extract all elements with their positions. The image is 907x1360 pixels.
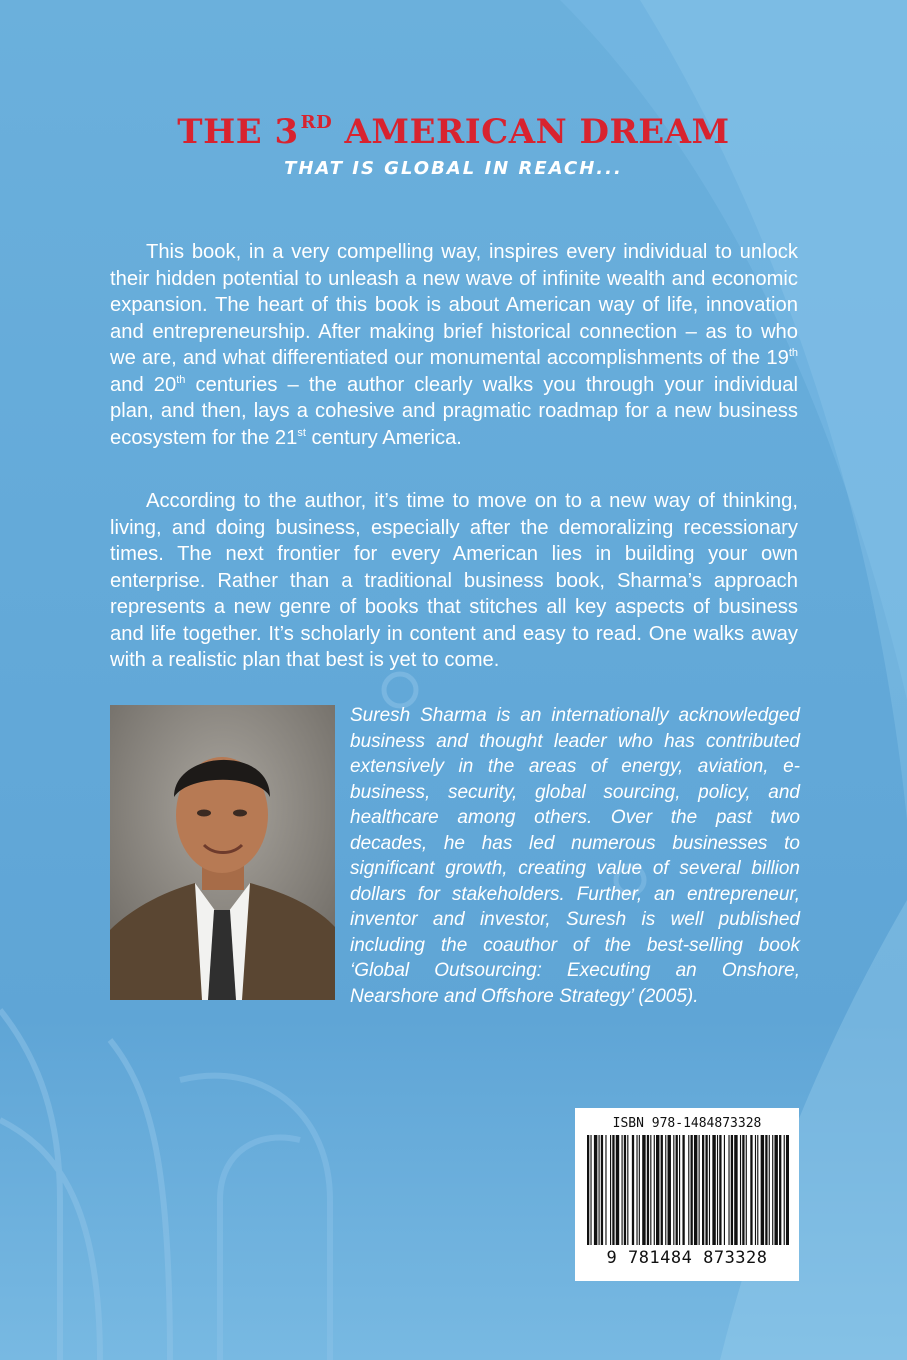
barcode-bar bbox=[699, 1135, 700, 1245]
barcode-bar bbox=[632, 1135, 634, 1245]
barcode-bar bbox=[761, 1135, 764, 1245]
barcode-bar bbox=[769, 1135, 770, 1245]
barcode-bar bbox=[712, 1135, 715, 1245]
barcode-bar bbox=[709, 1135, 710, 1245]
barcode-bar bbox=[627, 1135, 628, 1245]
barcode-bar bbox=[587, 1135, 589, 1245]
p1-text-c: centuries – the author clearly walks you through your individual plan, and then, lays a cohesive and pragmatic roadmap for a new business ecosystem for the 21 bbox=[110, 373, 798, 449]
p1-sup-2: th bbox=[176, 373, 186, 386]
barcode-bar bbox=[673, 1135, 674, 1245]
barcode-bar bbox=[661, 1135, 663, 1245]
barcode-bar bbox=[616, 1135, 619, 1245]
barcode-bar bbox=[694, 1135, 697, 1245]
author-photo bbox=[110, 705, 335, 1000]
barcode-bar bbox=[705, 1135, 707, 1245]
barcode-bar bbox=[734, 1135, 737, 1245]
author-portrait-illustration bbox=[110, 705, 335, 1000]
barcode-bar bbox=[724, 1135, 725, 1245]
barcode-bar bbox=[665, 1135, 666, 1245]
barcode-bar bbox=[605, 1135, 606, 1245]
barcode-bar bbox=[610, 1135, 611, 1245]
p1-text-b: and 20 bbox=[110, 373, 177, 396]
title-part-1: THE 3 bbox=[177, 112, 299, 152]
barcode-bar bbox=[624, 1135, 626, 1245]
barcode-bars bbox=[585, 1135, 789, 1247]
barcode-bar bbox=[779, 1135, 781, 1245]
barcode-bar bbox=[688, 1135, 689, 1245]
barcode-bar bbox=[679, 1135, 680, 1245]
barcode-bar bbox=[774, 1135, 777, 1245]
barcode-bar bbox=[719, 1135, 721, 1245]
barcode-bar bbox=[601, 1135, 603, 1245]
barcode-bar bbox=[750, 1135, 752, 1245]
barcode-bar bbox=[599, 1135, 600, 1245]
title-superscript: RD bbox=[300, 112, 333, 133]
barcode-bar bbox=[755, 1135, 756, 1245]
barcode-bar bbox=[757, 1135, 758, 1245]
author-bio: Suresh Sharma is an internationally acknowledged business and thought leader who has contributed extensively in the areas of energy, aviation, e-business, security, global sourcing, policy, and healthcare among others. Over the past two decades, he has led numerous businesses to significant growth, creating value of several billion dollars for stakeholders. Further, an entrepreneur, inventor and investor, Suresh is well published including the coauthor of the best-selling book ‘Global Outsourcing: Executing an Onshore, Nearshore and Offshore Strategy’ (2005). bbox=[350, 705, 800, 1007]
p1-text-d: century America. bbox=[305, 426, 462, 449]
barcode-bar bbox=[676, 1135, 678, 1245]
barcode-bar bbox=[702, 1135, 704, 1245]
isbn-barcode bbox=[575, 1108, 799, 1281]
p1-sup-3: st bbox=[297, 426, 306, 439]
barcode-bar bbox=[742, 1135, 744, 1245]
barcode-bar bbox=[772, 1135, 773, 1245]
barcode-bar bbox=[731, 1135, 733, 1245]
barcode-bar bbox=[590, 1135, 591, 1245]
barcode-bar bbox=[740, 1135, 741, 1245]
barcode-bar bbox=[654, 1135, 655, 1245]
barcode-bar bbox=[668, 1135, 671, 1245]
barcode-bar bbox=[650, 1135, 651, 1245]
barcode-bar bbox=[765, 1135, 767, 1245]
barcode-bar bbox=[622, 1135, 623, 1245]
barcode-bar bbox=[647, 1135, 649, 1245]
barcode-bar bbox=[717, 1135, 718, 1245]
isbn-digits: 9 781484 873328 bbox=[606, 1248, 768, 1268]
barcode-bar bbox=[612, 1135, 614, 1245]
book-title bbox=[0, 112, 907, 152]
p1-sup-1: th bbox=[788, 347, 798, 359]
p1-text-a: This book, in a very compelling way, inspires every individual to unlock their hidden potential to unleash a new wave of infinite wealth and economic expansion. The heart of this book is about American way of life, innovation and entrepreneurship. After making brief historical connection – as to who we are, and what differentiated our monumental accomplishments of the 19 bbox=[110, 241, 798, 369]
barcode-bar bbox=[691, 1135, 693, 1245]
title-part-2: AMERICAN DREAM bbox=[332, 112, 730, 152]
book-subtitle: THAT IS GLOBAL IN REACH... bbox=[284, 158, 623, 179]
barcode-bar bbox=[636, 1135, 637, 1245]
barcode-bar bbox=[784, 1135, 785, 1245]
barcode-bar bbox=[728, 1135, 729, 1245]
barcode-bar bbox=[642, 1135, 645, 1245]
barcode-bar bbox=[656, 1135, 659, 1245]
description-paragraph-2: According to the author, it’s time to move on to a new way of thinking, living, and doing business, especially after the demoralizing recessionary times. The next frontier for every American lies in building your own enterprise. Rather than a traditional business book, Sharma’s approach represents a new genre of books that stitches all key aspects of business and life together. It’s scholarly in content and easy to read. One walks away with a realistic plan that best is yet to come. bbox=[110, 490, 798, 671]
barcode-bar bbox=[746, 1135, 747, 1245]
description-paragraph-1 bbox=[110, 239, 798, 451]
barcode-bar bbox=[639, 1135, 640, 1245]
barcode-bar bbox=[682, 1135, 684, 1245]
barcode-bar bbox=[786, 1135, 789, 1245]
barcode-bar bbox=[594, 1135, 597, 1245]
isbn-label: ISBN 978-1484873328 bbox=[612, 1116, 762, 1131]
